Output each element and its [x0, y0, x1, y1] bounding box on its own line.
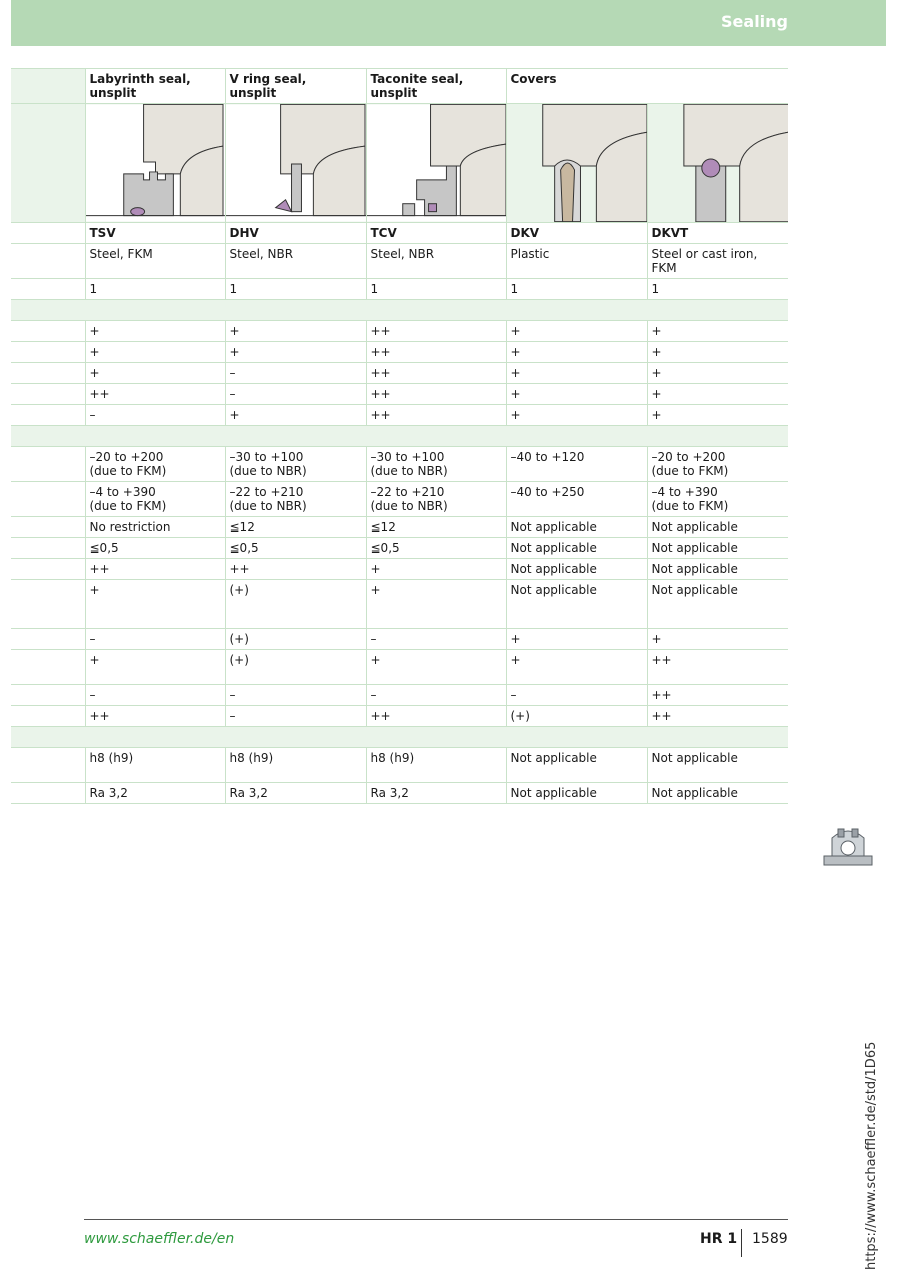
page-header-bar: [11, 0, 886, 46]
table-cell: +: [225, 405, 366, 426]
table-cell: [11, 321, 85, 342]
table-cell: [506, 482, 647, 517]
table-cell: –40 to +120: [510, 450, 585, 464]
table-cell: +: [647, 629, 788, 650]
table-cell: Steel, NBR: [366, 244, 506, 279]
footer-catalog-code: HR 1: [700, 1231, 738, 1247]
table-cell: Steel or cast iron, FKM: [647, 244, 788, 279]
table-cell: ++: [366, 342, 506, 363]
table-cell: [11, 629, 85, 650]
table-cell: [11, 482, 85, 517]
table-cell: +: [506, 321, 647, 342]
table-cell: h8 (h9): [85, 748, 225, 783]
table-cell: unsplit: [229, 86, 277, 100]
table-cell: –20 to +200: [89, 450, 164, 464]
table-cell: –: [85, 405, 225, 426]
group-separator: [11, 300, 788, 321]
table-cell: +: [366, 580, 506, 629]
table-cell: Not applicable: [647, 517, 788, 538]
table-row: [11, 748, 788, 783]
table-cell: 1: [366, 279, 506, 300]
table-cell: [11, 244, 85, 279]
table-cell: –: [506, 685, 647, 706]
table-cell: +: [225, 321, 366, 342]
dkv-drawing: [506, 104, 647, 223]
table-row: [11, 321, 788, 342]
table-cell: ++: [366, 321, 506, 342]
label-cell: [11, 69, 85, 104]
table-cell: +: [647, 321, 788, 342]
table-cell: Not applicable: [506, 517, 647, 538]
table-cell: +: [366, 650, 506, 685]
footer-divider: [84, 1219, 788, 1220]
table-cell: (due to FKM): [651, 499, 729, 513]
table-row: [11, 384, 788, 405]
table-cell: (due to FKM): [89, 464, 167, 478]
table-cell: h8 (h9): [366, 748, 506, 783]
table-cell: [11, 727, 788, 748]
table-cell: +: [366, 559, 506, 580]
table-row: [11, 650, 788, 685]
table-cell: [11, 706, 85, 727]
table-cell: +: [647, 342, 788, 363]
table-cell: +: [85, 363, 225, 384]
table-row: [11, 629, 788, 650]
table-cell: –: [85, 685, 225, 706]
table-cell: [647, 482, 788, 517]
code-cell: TSV: [85, 223, 225, 244]
table-row: [11, 580, 788, 629]
table-cell: –22 to +210: [229, 485, 304, 499]
table-row: [11, 482, 788, 517]
table-cell: ≦12: [225, 517, 366, 538]
table-cell: [11, 685, 85, 706]
header-covers: [506, 69, 788, 104]
table-cell: ++: [647, 650, 788, 685]
image-row: [11, 104, 788, 223]
table-cell: Plastic: [506, 244, 647, 279]
table-cell: –20 to +200: [651, 450, 726, 464]
table-cell: [11, 363, 85, 384]
table-cell: Steel, FKM: [85, 244, 225, 279]
table-cell: Not applicable: [647, 538, 788, 559]
code-cell: DKV: [506, 223, 647, 244]
table-cell: [11, 223, 85, 244]
table-cell: +: [506, 384, 647, 405]
group-separator: [11, 727, 788, 748]
table-cell: Steel, NBR: [225, 244, 366, 279]
table-cell: [11, 783, 85, 804]
table-cell: +: [647, 363, 788, 384]
table-cell: 1: [225, 279, 366, 300]
table-cell: [225, 482, 366, 517]
table-cell: (+): [225, 580, 366, 629]
tcv-drawing: [366, 104, 506, 223]
table-cell: [11, 517, 85, 538]
table-cell: ≦0,5: [225, 538, 366, 559]
table-cell: [11, 300, 788, 321]
sealing-comparison-table: [11, 68, 788, 804]
table-cell: ++: [85, 384, 225, 405]
table-cell: unsplit: [370, 86, 418, 100]
table-cell: [11, 405, 85, 426]
table-cell: –: [366, 629, 506, 650]
header-labyrinth: [85, 69, 225, 104]
table-cell: Not applicable: [506, 580, 647, 629]
table-cell: [225, 447, 366, 482]
table-cell: –: [225, 384, 366, 405]
table-row: [11, 783, 788, 804]
table-cell: –: [225, 363, 366, 384]
table-cell: [11, 447, 85, 482]
plummer-block-housing-icon: [822, 826, 874, 868]
table-cell: Not applicable: [647, 559, 788, 580]
table-cell: [85, 482, 225, 517]
table-cell: Ra 3,2: [225, 783, 366, 804]
table-cell: [11, 279, 85, 300]
table-cell: –22 to +210: [370, 485, 445, 499]
table-cell: +: [85, 580, 225, 629]
table-header-row: [11, 69, 788, 104]
table-cell: +: [647, 384, 788, 405]
table-row: [11, 447, 788, 482]
table-cell: ≦0,5: [85, 538, 225, 559]
table-cell: 1: [85, 279, 225, 300]
code-cell: DKVT: [647, 223, 788, 244]
table-cell: (due to NBR): [229, 499, 307, 513]
table-row: [11, 279, 788, 300]
table-row: [11, 244, 788, 279]
table-cell: (due to NBR): [370, 499, 448, 513]
table-cell: (due to FKM): [89, 499, 167, 513]
table-cell: Ra 3,2: [85, 783, 225, 804]
tsv-drawing: [85, 104, 225, 223]
table-cell: Not applicable: [506, 538, 647, 559]
code-cell: DHV: [225, 223, 366, 244]
table-cell: Not applicable: [647, 748, 788, 783]
table-cell: Not applicable: [506, 783, 647, 804]
table-row: [11, 538, 788, 559]
table-cell: Not applicable: [647, 580, 788, 629]
page-number: 1589: [752, 1231, 788, 1247]
table-cell: (due to NBR): [229, 464, 307, 478]
table-cell: [506, 447, 647, 482]
table-cell: +: [647, 405, 788, 426]
table-cell: h8 (h9): [225, 748, 366, 783]
table-cell: –40 to +250: [510, 485, 585, 499]
table-cell: (due to FKM): [651, 464, 729, 478]
section-title: Sealing: [721, 12, 788, 31]
table-cell: Not applicable: [506, 559, 647, 580]
table-cell: ++: [225, 559, 366, 580]
table-cell: ≦12: [366, 517, 506, 538]
table-cell: Ra 3,2: [366, 783, 506, 804]
table-cell: +: [225, 342, 366, 363]
table-row: [11, 685, 788, 706]
table-cell: Covers: [510, 72, 557, 86]
table-row: [11, 223, 788, 244]
table-cell: +: [506, 405, 647, 426]
table-cell: –: [85, 629, 225, 650]
table-cell: +: [506, 363, 647, 384]
table-cell: [11, 384, 85, 405]
table-cell: Taconite seal,: [370, 72, 464, 86]
table-cell: +: [506, 342, 647, 363]
table-row: [11, 706, 788, 727]
table-row: [11, 363, 788, 384]
table-cell: –: [366, 685, 506, 706]
table-cell: ++: [366, 405, 506, 426]
header-v-ring: [225, 69, 366, 104]
table-cell: ++: [366, 706, 506, 727]
footer-separator: [741, 1229, 742, 1257]
table-cell: (+): [225, 650, 366, 685]
table-cell: (+): [506, 706, 647, 727]
table-row: [11, 342, 788, 363]
table-cell: unsplit: [89, 86, 137, 100]
group-separator: [11, 426, 788, 447]
table-cell: (+): [225, 629, 366, 650]
side-url[interactable]: https://www.schaeffler.de/std/1D65: [864, 1041, 879, 1270]
table-cell: Not applicable: [506, 748, 647, 783]
label-cell: [11, 104, 85, 223]
table-row: [11, 559, 788, 580]
dkvt-drawing: [647, 104, 788, 223]
table-cell: +: [506, 629, 647, 650]
table-cell: [11, 748, 85, 783]
table-cell: ++: [647, 685, 788, 706]
table-cell: Labyrinth seal,: [89, 72, 191, 86]
table-row: [11, 517, 788, 538]
table-cell: [366, 447, 506, 482]
table-row: [11, 405, 788, 426]
table-cell: –30 to +100: [229, 450, 304, 464]
table-cell: ++: [85, 706, 225, 727]
table-cell: (due to NBR): [370, 464, 448, 478]
table-cell: ++: [85, 559, 225, 580]
table-cell: +: [85, 650, 225, 685]
table-cell: 1: [506, 279, 647, 300]
table-cell: [85, 447, 225, 482]
table-cell: –4 to +390: [651, 485, 718, 499]
table-cell: [11, 650, 85, 685]
table-cell: –4 to +390: [89, 485, 156, 499]
dhv-drawing: [225, 104, 366, 223]
header-taconite: [366, 69, 506, 104]
footer-url-link[interactable]: www.schaeffler.de/en: [84, 1231, 235, 1247]
table-cell: –30 to +100: [370, 450, 445, 464]
table-cell: ++: [366, 363, 506, 384]
table-cell: 1: [647, 279, 788, 300]
table-cell: [11, 426, 788, 447]
table-cell: +: [85, 321, 225, 342]
table-cell: V ring seal,: [229, 72, 307, 86]
table-cell: [11, 559, 85, 580]
code-cell: TCV: [366, 223, 506, 244]
table-cell: +: [85, 342, 225, 363]
table-cell: [11, 538, 85, 559]
table-cell: [647, 447, 788, 482]
table-cell: +: [506, 650, 647, 685]
table-cell: Not applicable: [647, 783, 788, 804]
table-cell: [11, 580, 85, 629]
table-cell: ++: [647, 706, 788, 727]
table-cell: [11, 342, 85, 363]
table-cell: –: [225, 706, 366, 727]
table-cell: No restriction: [85, 517, 225, 538]
table-cell: ≦0,5: [366, 538, 506, 559]
table-cell: ++: [366, 384, 506, 405]
table-cell: [366, 482, 506, 517]
table-cell: –: [225, 685, 366, 706]
